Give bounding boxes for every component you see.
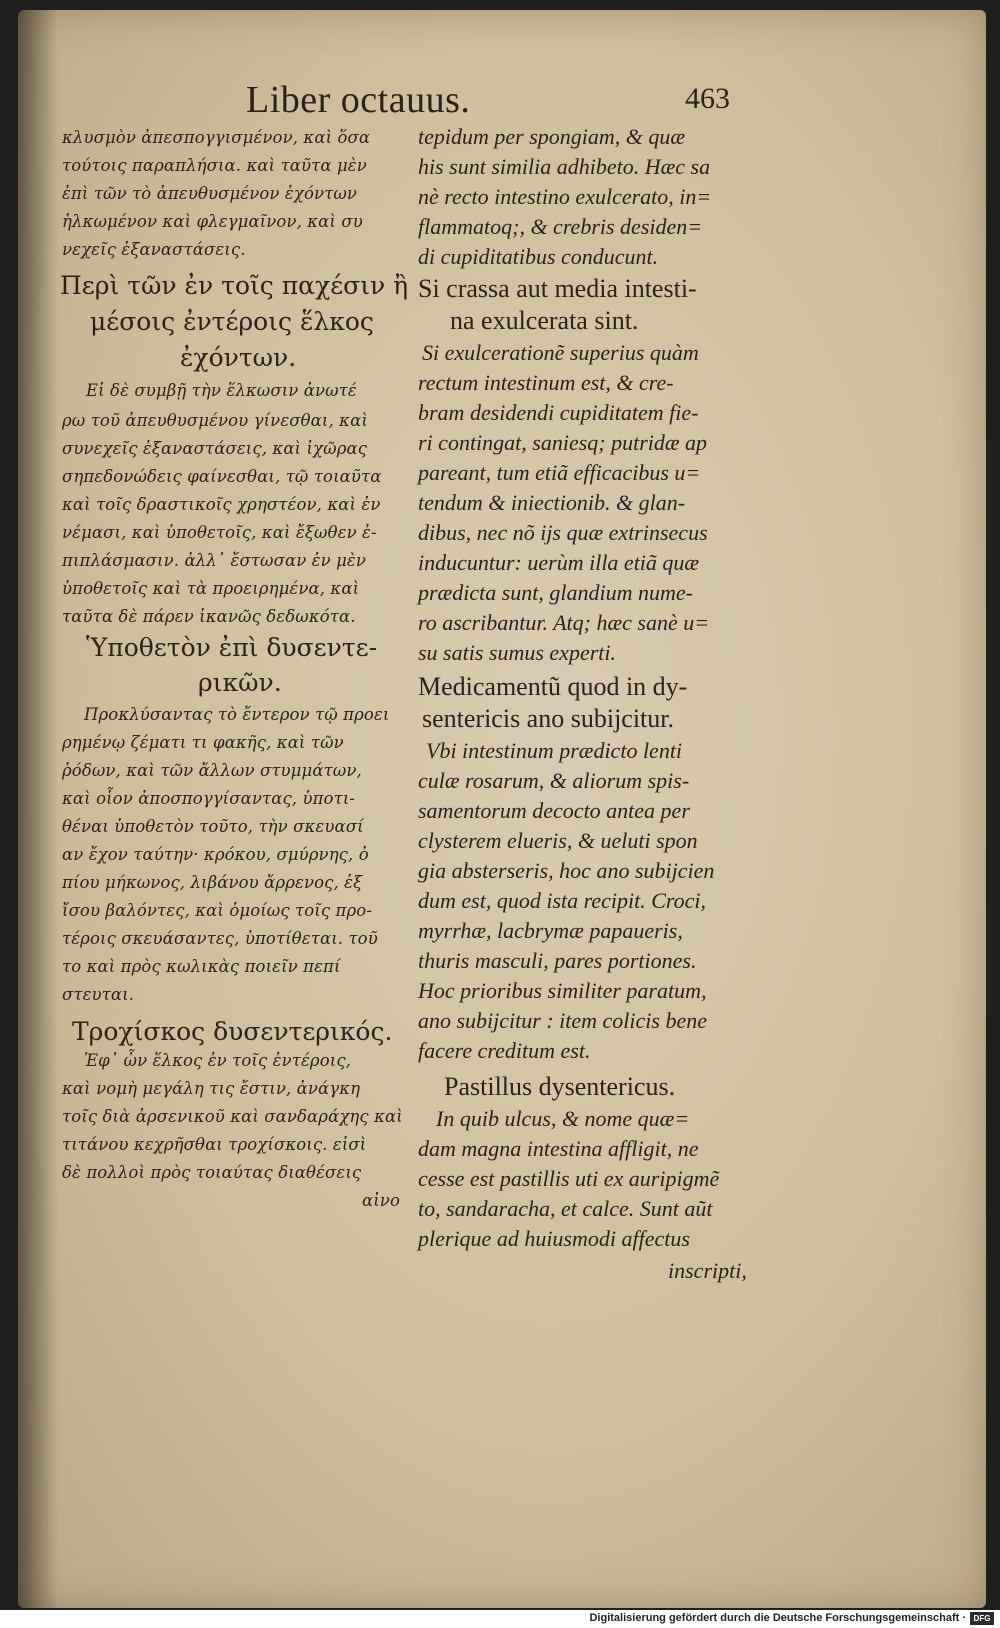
text-line: συνεχεῖς ἐξαναστάσεις, καὶ ἰχῶρας: [62, 439, 368, 458]
section-heading: Τροχίσκος δυσεντερικός.: [72, 1017, 393, 1046]
text-line: καὶ οἷον ἀποσπογγίσαντας, ὑποτι-: [62, 789, 356, 808]
text-line: thuris masculi, pares portiones.: [418, 948, 697, 973]
text-line: facere creditum est.: [418, 1038, 591, 1063]
text-line: inducuntur: uerùm illa etiã quæ: [418, 550, 700, 575]
running-title: Liber octauus.: [246, 79, 471, 121]
text-line: flammatoq;, & crebris desiden=: [418, 214, 703, 239]
text-line: Hoc prioribus similiter paratum,: [418, 978, 707, 1003]
text-line: ἐπὶ τῶν τὸ ἀπευθυσμένον ἐχόντων: [62, 184, 358, 203]
text-line: στευται.: [62, 985, 135, 1004]
text-line: ἡλκωμένον καὶ φλεγμαῖνον, καὶ συ: [62, 212, 363, 231]
text-line: plerique ad huiusmodi affectus: [418, 1226, 690, 1251]
text-line: nè recto intestino exulcerato, in=: [418, 184, 712, 209]
section-heading: Medicamentũ quod in dy-: [418, 672, 688, 701]
text-line: culæ rosarum, & aliorum spis-: [418, 768, 690, 793]
text-line: ano subijcitur : item colicis bene: [418, 1008, 707, 1033]
section-heading: μέσοις ἐντέροις ἕλκος: [90, 307, 374, 336]
text-line: inscripti,: [668, 1258, 747, 1283]
section-heading: Pastillus dysentericus.: [444, 1072, 676, 1101]
text-line: prædicta sunt, glandium nume-: [418, 580, 693, 605]
text-line: ὑποθετοῖς καὶ τὰ προειρημένα, καὶ: [62, 579, 360, 598]
text-line: di cupiditatibus conducunt.: [418, 244, 659, 269]
text-line: ρημένῳ ζέματι τι φακῆς, καὶ τῶν: [62, 733, 344, 752]
section-heading: Περὶ τῶν ἐν τοῖς παχέσιν ἢ: [60, 271, 409, 300]
text-line: καὶ τοῖς δραστικοῖς χρηστέον, καὶ ἐν: [62, 495, 381, 514]
page-number: 463: [685, 82, 730, 115]
text-line: In quib ulcus, & nome quæ=: [436, 1106, 690, 1131]
text-line: σηπεδονώδεις φαίνεσθαι, τῷ τοιαῦτα: [62, 467, 382, 486]
gutter-shadow: [18, 10, 58, 1608]
text-line: dam magna intestina affligit, ne: [418, 1136, 699, 1161]
text-line: tepidum per spongiam, & quæ: [418, 124, 686, 149]
text-line: Εἰ δὲ συμβῇ τὴν ἕλκωσιν ἀνωτέ: [86, 381, 357, 400]
text-line: dum est, quod ista recipit. Croci,: [418, 888, 707, 913]
text-line: νέμασι, καὶ ὑποθετοῖς, καὶ ἔξωθεν ἐ-: [62, 523, 377, 542]
text-line: ρω τοῦ ἀπευθυσμένου γίνεσθαι, καὶ: [62, 411, 368, 430]
text-line: αἰνο: [362, 1191, 400, 1210]
text-line: gia absterseris, hoc ano subijcien: [418, 858, 715, 883]
text-line: ri contingat, saniesq; putridæ ap: [418, 430, 708, 455]
digitization-credit: Digitalisierung gefördert durch die Deutsche Forschungsgemeinschaft ·: [589, 1612, 966, 1624]
text-line: to, sandaracha, et calce. Sunt aũt: [418, 1196, 713, 1221]
section-heading: ρικῶν.: [198, 668, 282, 697]
text-line: su satis sumus experti.: [418, 640, 616, 665]
section-heading: sentericis ano subijcitur.: [422, 704, 675, 733]
text-line: τέροις σκευάσαντες, ὑποτίθεται. τοῦ: [62, 929, 378, 948]
text-line: καὶ νομὴ μεγάλη τις ἔστιν, ἀνάγκη: [62, 1079, 361, 1098]
text-line: θέναι ὑποθετὸν τοῦτο, τὴν σκευασί: [62, 817, 364, 836]
text-line: ταῦτα δὲ πάρεν ἱκανῶς δεδωκότα.: [62, 607, 356, 626]
text-line: τοῖς διὰ ἀρσενικοῦ καὶ σανδαράχης καὶ: [62, 1107, 403, 1126]
text-line: τιτάνου κεχρῆσθαι τροχίσκοις. εἰσὶ: [62, 1135, 367, 1154]
text-line: ro ascribantur. Atq; hæc sanè u=: [418, 610, 710, 635]
text-line: Ἐφ᾽ ὧν ἕλκος ἐν τοῖς ἐντέροις,: [84, 1051, 352, 1070]
text-line: rectum intestinum est, & cre-: [418, 370, 674, 395]
text-line: samentorum decocto antea per: [418, 798, 690, 823]
section-heading: ἐχόντων.: [180, 343, 297, 372]
text-line: ἴσου βαλόντες, καὶ ὁμοίως τοῖς προ-: [62, 901, 373, 920]
section-heading: na exulcerata sint.: [450, 306, 639, 335]
text-line: δὲ πολλοὶ πρὸς τοιαύτας διαθέσεις: [62, 1163, 362, 1182]
text-line: κλυσμὸν ἀπεσπογγισμένον, καὶ ὅσα: [62, 128, 371, 147]
text-line: pareant, tum etiã efficacibus u=: [418, 460, 701, 485]
text-line: myrrhæ, lacbrymæ papaueris,: [418, 918, 683, 943]
text-line: αν ἔχον ταύτην· κρόκου, σμύρνης, ὀ: [62, 845, 369, 864]
text-line: πιπλάσμασιν. ἀλλ᾽ ἔστωσαν ἐν μὲν: [62, 551, 367, 570]
text-line: τούτοις παραπλήσια. καὶ ταῦτα μὲν: [62, 156, 367, 175]
text-line: το καὶ πρὸς κωλικὰς ποιεῖν πεπί: [62, 957, 341, 976]
text-line: Si exulcerationẽ superius quàm: [422, 340, 699, 365]
text-line: ῥόδων, καὶ τῶν ἄλλων στυμμάτων,: [62, 761, 362, 780]
dfg-logo: DFG: [970, 1612, 994, 1625]
text-line: νεχεῖς ἐξαναστάσεις.: [62, 240, 246, 259]
text-line: tendum & iniectionib. & glan-: [418, 490, 686, 515]
text-line: πίου μήκωνος, λιβάνου ἄρρενος, ἐξ: [62, 873, 363, 892]
section-heading: Si crassa aut media intesti-: [418, 274, 697, 303]
text-line: Προκλύσαντας τὸ ἔντερον τῷ προει: [84, 705, 390, 724]
text-line: clysterem elueris, & ueluti spon: [418, 828, 698, 853]
text-line: Vbi intestinum prædicto lenti: [426, 738, 683, 763]
text-line: cesse est pastillis uti ex auripigmẽ: [418, 1166, 720, 1191]
text-line: bram desidendi cupiditatem fie-: [418, 400, 699, 425]
text-line: his sunt similia adhibeto. Hæc sa: [418, 154, 711, 179]
section-heading: Ὑποθετὸν ἐπὶ δυσεντε-: [86, 633, 378, 662]
text-line: dibus, nec nõ ijs quæ extrinsecus: [418, 520, 708, 545]
